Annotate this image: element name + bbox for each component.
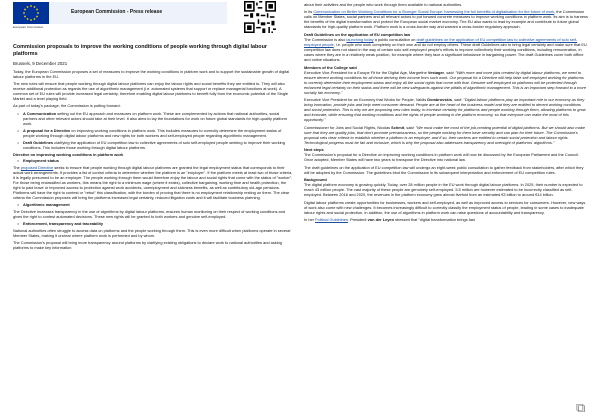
dombrovskis-pre: Executive Vice President for an Economy that Works for People, Valdis [304, 97, 428, 103]
logo-caption: European Commission [13, 25, 44, 29]
draft-mid: a public consultation on [373, 36, 417, 42]
algorithmic-management-label: Algorithmic management [23, 202, 70, 208]
draft-guidelines-paragraph [304, 37, 588, 62]
proposed-directive-link[interactable]: proposed Directive [20, 164, 54, 170]
employment-status-paragraph [13, 165, 293, 200]
communication-post: , the Commission calls on Member States, social partners and all relevant actors to put forward concrete measures to improve working conditions in platform work. Its aim is to harness the benefits of the digital transformation and protect the European social market economy. The EU also wants to lead by example and contribute to future global standards for high-quality platform work. Platform work is a cross-border way and warrant a cross-border regulatory approach. [304, 9, 588, 30]
background-3-post: stressed that "digital transformation brings fast [393, 216, 475, 222]
employment-pre: The [13, 164, 21, 170]
list-item-text: on improving working conditions in platform work. This includes measures to correctly determine the employment status of people working through digital labour platforms and new rights for both workers and self-employed people regarding algorithmic management. [23, 127, 282, 138]
dombrovskis-name: Dombrovskis [427, 97, 452, 103]
political-guidelines-link[interactable]: Political Guidelines [315, 216, 348, 222]
eu-flag-logo [13, 2, 49, 24]
bullet-icon: • [17, 202, 19, 208]
bullet-icon: • [17, 139, 19, 145]
qr-code-icon [244, 1, 276, 33]
schmit-pre: Commissioner for Jobs and Social Rights, Nicolas [304, 124, 392, 130]
draft-pre: The Commission is also [304, 36, 347, 42]
background-heading: Background [304, 177, 327, 183]
next-steps-paragraph-1: The Commission's proposal for a Directive on improving working conditions in platform work will now be discussed by the European Parliament and the Council. Once adopted, Member States will have two years to transpose the Directive into national law. [304, 152, 579, 163]
corner-watermark-icon: ⧉ [576, 401, 586, 416]
members-heading: Members of the College said [304, 64, 357, 70]
bullet-icon: • [17, 127, 19, 133]
schmit-name: Schmit [391, 124, 405, 130]
background-3-mid: , President [347, 216, 368, 222]
right-column [304, 2, 588, 224]
launching-today-link[interactable]: launching today [346, 36, 374, 42]
von-der-leyen-name: von der Leyen [367, 216, 394, 222]
algorithmic-management-heading [13, 202, 293, 207]
schmit-post: , said: "We must make the most of the job-creating potential of digital platforms. But we should also make sure that they are quality jobs, that don't promote precariousness, so the people working for them have security and can plan for their future. The Commission's proposal sets clear criteria to establish whether a platform is an employer, and if so, their workers are entitled to certain social protection and labour rights. Technological progress must be fair and inclusive, which is why the proposal also addresses transparency and oversight of platforms' algorithms." [304, 124, 585, 145]
directive-heading: Directive on improving working conditions in platform work [13, 152, 124, 158]
dombrovskis-quote [304, 97, 588, 122]
press-release-label: European Commission - Press release [71, 9, 163, 15]
next-steps-paragraph-2: The draft guidelines on the application of EU competition law will undergo an eight-week public consultation to gather feedback from stakeholders, after which they will be adopted by the Commission. The guidelines bind the Commission in its subsequent interpretation and enforcement of EU competition rules. [304, 164, 584, 175]
next-steps-heading: Next steps [304, 147, 324, 153]
vestager-quote [304, 70, 588, 95]
intro-paragraph-1: Today, the European Commission proposes a set of measures to improve the working conditions in platform work and to support the sustainable growth of digital labour platforms in the EU. [13, 68, 290, 79]
bullet-icon: • [17, 110, 19, 116]
list-item-lead: A Communication [23, 110, 57, 116]
vestager-pre: Executive Vice-President for a Europe Fit for the Digital Age, Margrethe [304, 69, 428, 75]
enforcement-label: Enforcement, transparency and traceability [23, 221, 104, 227]
algorithmic-management-paragraph: The Directive increases transparency in the use of algorithms by digital labour platforms, ensures human monitoring on their respect of working conditions and gives the right to contest automated decisions. These new rights will be granted to both workers and genuine self-employed. [13, 209, 286, 220]
draft-guidelines-link[interactable]: draft guidelines on the application of EU competition law to collective agreements of solo self-employed people [304, 36, 578, 48]
vestager-post: , said: "With more and more jobs created by digital labour platforms, we need to ensure decent working conditions for all those deriving their income from such work. Our proposal for a Directive will help false self-employed working for platforms to correctly determine their employment status and enjoy all the social rights that come with that. Genuine self-employed on platforms will be protected through enhanced legal certainty on their status and there will be new safeguards against the pitfalls of algorithmic management. This is an important step forward to a more socially fair economy." [304, 69, 587, 95]
enforcement-paragraph-1: National authorities often struggle to access data on platforms and the people working through them. This is even more difficult when platforms operate in several Member States, making it unclear where platform work is performed and by whom. [13, 227, 291, 238]
background-paragraph-2: Digital labour platforms create opportunities for businesses, workers and self-employed, as well as improved access to services for consumers. However, new ways of work also come with new challenges. It becomes increasingly difficult to correctly classify the employment status of people, leading in some cases to inadequate labour rights and social protection. In addition, the use of algorithms in platform work can raise questions of accountability and transparency. [304, 199, 586, 215]
draft-guidelines-heading: Draft Guidelines on the application of EU competition law [304, 31, 411, 37]
dombrovskis-post: , said: "Digital labour platforms play an important role in our economy as they bring innovation, provide jobs and help meet consumer demand. People are at the heart of the business model and they are entitled to decent working conditions and social protection. This is why we are proposing new rules today, to increase certainty for platforms and people working through them, allowing platforms to grow and innovate, while ensuring that working conditions and the rights of people working in the platform economy, so that everyone can make the most of this opportunity." [304, 97, 586, 123]
intro-paragraph-2: The new rules will ensure that people working through digital labour platforms can enjoy the labour rights and social benefits they are entitled to. They will also receive additional protection as regards the use of algorithmic management (i.e. automated systems that support or replace managerial functions at work). A common set of EU rules will provide increased legal certainty, therefore enabling digital labour platforms to benefit fully from the economic potential of the Single Market and a level playing field. [13, 80, 289, 102]
list-item-lead: A proposal for a Directive [23, 127, 71, 133]
qr-code[interactable] [244, 1, 276, 33]
list-item-text: clarifying the application of EU competition law to collective agreements of solo self-employed people seeking to improve their working conditions. This includes those working through digital labour platforms. [23, 139, 285, 150]
background-3-pre: In her [304, 216, 316, 222]
vestager-name: Vestager [427, 69, 445, 75]
background-paragraph-3 [304, 217, 588, 222]
continuation-paragraph: about their activities and the people who work through them available to national authorities. [304, 2, 463, 7]
draft-post: , i.e. people who work completely on their own and do not employ others. These draft Guidelines aim to bring legal certainty and make sure that EU competition law does not stand in the way of certain solo self-employed people's efforts to improve collectively their working conditions, including remuneration, in cases where they are in a relatively weak position, for example where they face a significant imbalance in bargaining power. The draft Guidelines cover both offline and online situations. [304, 42, 587, 63]
employment-post: seeks to ensure that people working through digital labour platforms are granted the legal employment status that corresponds to their actual work arrangements. It provides a list of control criteria to determine whether the platform is an "employer". If the platform meets at least two of those criteria, it is legally presumed to be an employer. The people working through them would therefore enjoy the labour and social rights that come with the status of "worker". For those being reclassified as workers, this means the right to a minimum wage (where it exists), collective bargaining, working time and health protection, the right to paid leave or improved access to protection against work accidents, unemployment and sickness benefits, as well as contributory old-age pensions. Platforms will have the right to contest or "rebut" this classification, with the burden of proving that there is no employment relationship resting on them. The clear criteria the Commission proposes will bring the platforms increased legal certainty, reduced litigation costs and it will facilitate business planning. [13, 164, 293, 201]
list-item [13, 111, 293, 126]
list-item-lead: Draft Guidelines [23, 139, 54, 145]
page-title: Commission proposals to improve the working conditions of people working through digital labour platforms [13, 44, 267, 57]
eu-stars-icon [13, 2, 49, 24]
list-item-text: setting out the EU approach and measures on platform work. These are complemented by actions that national authorities, social partners and other relevant actors should take at their level. It also aims to lay the foundations for work on future global standards for high-quality platform work. [23, 110, 288, 126]
left-column [13, 0, 293, 252]
bullet-icon: • [17, 221, 19, 227]
enforcement-paragraph-2: The Commission's proposal will bring more transparency around platforms by clarifying existing obligations to declare work to national authorities and asking platforms to make key information [13, 240, 282, 251]
press-release-header [13, 0, 293, 40]
package-intro: As part of today's package, the Commission is putting forward: [13, 103, 121, 109]
enforcement-heading [13, 221, 293, 226]
schmit-quote [304, 125, 588, 145]
bullet-icon: • [17, 158, 19, 164]
communication-paragraph [304, 9, 588, 29]
employment-status-heading [13, 158, 293, 163]
list-item [13, 128, 293, 138]
background-paragraph-1: The digital platform economy is growing quickly. Today, over 28 million people in the EU work through digital labour platforms. In 2025, their number is expected to reach 43 million people. The vast majority of these people are genuinely self-employed. 5.5 million are however estimated to be incorrectly classified as self-employed. Between 2016 and 2020, the revenues in the platform economy grew almost fivefold from an estimated €3 billion to around €14 billion. [304, 182, 583, 198]
employment-status-label: Employment status [23, 158, 59, 164]
communication-link[interactable]: Communication on Better Working Conditions for a Stronger Social Europe: harnessing the full benefits of digitalisation for the future of work [313, 9, 555, 15]
list-item [13, 140, 293, 150]
press-date: Brussels, 9 December 2021 [13, 60, 68, 66]
communication-pre: In its [304, 9, 314, 15]
